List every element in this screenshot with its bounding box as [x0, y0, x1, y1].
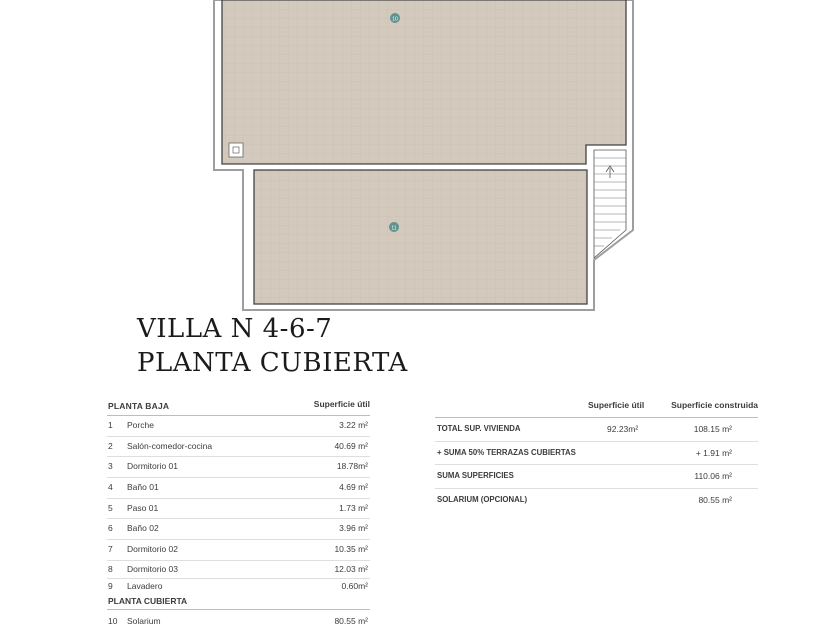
row-name: Solarium: [127, 615, 161, 626]
row-name: Salón-comedor-cocina: [127, 440, 213, 451]
row-value: 3.96 m²: [339, 523, 368, 534]
table-row: [107, 499, 370, 520]
row-name: Paso 01: [127, 502, 159, 513]
row-number: 7: [108, 544, 113, 555]
room-marker-label: 11: [391, 225, 397, 232]
summary-value-built: + 1.91 m²: [695, 447, 732, 458]
staircase: [594, 150, 626, 258]
table-row: [107, 519, 370, 540]
room-areas-table: [107, 397, 370, 628]
row-number: 3: [108, 461, 113, 472]
summary-row: [435, 465, 758, 489]
row-value: 4.69 m²: [339, 482, 368, 493]
summary-label: + SUMA 50% TERRAZAS CUBIERTAS: [437, 447, 576, 457]
summary-label: SOLARIUM (OPCIONAL): [437, 494, 528, 504]
summary-row: [435, 417, 758, 442]
row-number: 1: [108, 420, 113, 430]
summary-value-built: 108.15 m²: [693, 424, 732, 434]
upper-terrace: [222, 0, 626, 164]
table-row: [107, 579, 370, 594]
row-name: Dormitorio 03: [127, 563, 179, 574]
row-value: 10.35 m²: [334, 544, 368, 555]
table-row: [107, 416, 370, 437]
row-name: Baño 02: [127, 523, 159, 534]
table-row: [107, 478, 370, 499]
row-number: 2: [108, 440, 113, 451]
room-marker-label: 10: [392, 16, 398, 23]
row-value: 0.60m²: [341, 580, 368, 591]
row-number: 9: [108, 580, 113, 591]
row-number: 10: [108, 615, 118, 626]
row-value: 12.03 m²: [334, 563, 368, 574]
row-name: Baño 01: [127, 482, 159, 493]
row-name: Lavadero: [127, 580, 163, 591]
summary-value-useful: 92.23m²: [607, 424, 639, 434]
row-name: Porche: [127, 420, 154, 430]
table-header: [107, 397, 370, 416]
row-value: 3.22 m²: [339, 420, 368, 430]
summary-label: SUMA SUPERFICIES: [437, 471, 514, 480]
row-number: 5: [108, 502, 113, 513]
table-row: [107, 540, 370, 561]
table-header: [435, 395, 758, 417]
column-header: Superficie útil: [588, 400, 645, 410]
row-value: 40.69 m²: [334, 440, 368, 451]
row-name: Dormitorio 01: [127, 461, 179, 472]
row-number: 4: [108, 482, 113, 493]
row-number: 8: [108, 563, 113, 574]
lower-terrace: [254, 170, 587, 304]
section-title: PLANTA BAJA: [108, 401, 170, 411]
summary-value-built: 80.55 m²: [698, 494, 732, 505]
table-row: [107, 610, 370, 628]
section-title: PLANTA CUBIERTA: [107, 594, 370, 610]
table-row: [107, 561, 370, 579]
summary-table: [435, 395, 758, 511]
row-value: 18.78m²: [336, 461, 368, 472]
table-row: [107, 437, 370, 458]
room-marker-10: [390, 13, 400, 23]
summary-row: [435, 442, 758, 466]
table-row: [107, 457, 370, 478]
drain-icon: [229, 143, 243, 157]
column-header: Superficie útil: [313, 399, 370, 409]
summary-row: [435, 489, 758, 512]
page-subtitle: PLANTA CUBIERTA: [137, 348, 408, 378]
row-value: 80.55 m²: [334, 615, 368, 626]
row-number: 6: [108, 523, 113, 534]
summary-label: TOTAL SUP. VIVIENDA: [437, 424, 521, 433]
row-value: 1.73 m²: [339, 502, 368, 513]
page-title: VILLA N 4-6-7: [137, 314, 333, 344]
room-marker-11: [389, 222, 399, 232]
summary-value-built: 110.06 m²: [694, 471, 732, 481]
column-header: Superficie construida: [671, 400, 758, 410]
row-name: Dormitorio 02: [127, 544, 179, 555]
